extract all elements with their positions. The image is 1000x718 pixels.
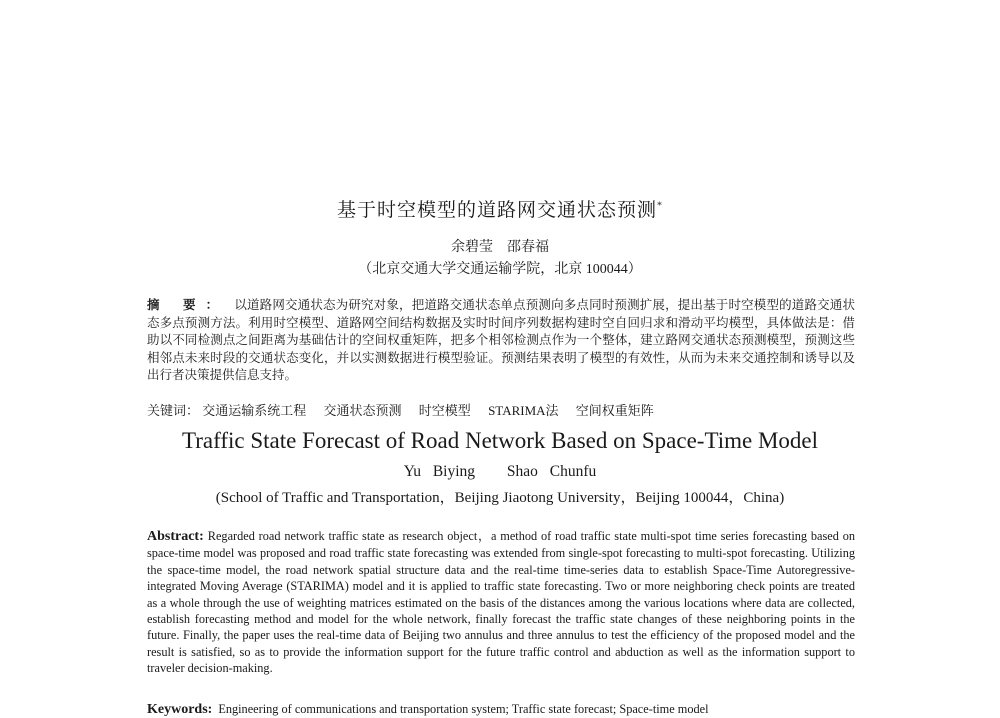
- english-author: Yu Biying: [403, 463, 476, 480]
- chinese-abstract-label: 摘 要：: [147, 298, 229, 312]
- english-abstract-text: Regarded road network traffic state as research object，a method of road traffic state multi-spot time series forecasting based on space-time model was proposed and road traffic state forecasting was extended from single-spot forecasting to multi-spot forecasting. Utilizing the space-time model, the road network spatial structure data and the real-time time-series data to establish Space-Time Autoregressive-integrated Moving Average (STARIMA) model and it is applied to traffic state forecasting. Two or more neighboring check points are treated as a whole through the use of weighting matrices estimated on the basis of the distances among the various locations where data are collected, establish forecasting method and model for the whole network, finally forecast the traffic state changes of these neighboring points in the future. Finally, the paper uses the real-time data of Beijing two annulus and three annulus to test the efficiency of the proposed model and the result is satisfied, so as to provide the information support for the future traffic control and abduction as well as the information support to traveler decision-making.: [147, 529, 855, 676]
- english-keywords-label: Keywords:: [147, 702, 213, 717]
- english-keywords-text: Engineering of communications and transportation system; Traffic state forecast; Space-time model: [218, 702, 709, 716]
- english-authors: [0, 463, 1000, 481]
- chinese-affiliation: （北京交通大学交通运输学院，北京 100044）: [358, 262, 642, 277]
- english-keywords: [147, 701, 855, 718]
- chinese-authors: 余碧莹 邵春福: [451, 240, 549, 255]
- english-abstract-label: Abstract:: [147, 529, 204, 544]
- chinese-title: [0, 195, 1000, 222]
- chinese-keywords-label: 关键词：: [147, 403, 200, 418]
- chinese-keyword: STARIMA法: [488, 403, 559, 418]
- english-author: Shao Chunfu: [506, 463, 597, 480]
- english-title: Traffic State Forecast of Road Network Based on Space-Time Model: [181, 428, 818, 453]
- title-footnote-mark: *: [657, 200, 663, 212]
- chinese-keyword: 交通状态预测: [323, 403, 402, 418]
- chinese-keywords: [147, 400, 855, 419]
- chinese-keyword: 时空模型: [418, 403, 471, 418]
- chinese-abstract: [147, 297, 855, 385]
- chinese-keyword: 交通运输系统工程: [202, 403, 307, 418]
- english-affiliation: (School of Traffic and Transportation，Beijing Jiaotong University，Beijing 100044，China): [215, 490, 785, 506]
- chinese-title-text: 基于时空模型的道路网交通状态预测: [336, 200, 657, 221]
- chinese-abstract-text: 以道路网交通状态为研究对象，把道路交通状态单点预测向多点同时预测扩展，提出基于时空模型的道路交通状态多点预测方法。利用时空模型、道路网空间结构数据及实时时间序列数据构建时空自回归求和滑动平均模型，具体做法是：借助以不同检测点之间距离为基础估计的空间权重矩阵，把多个相邻检测点作为一个整体，建立路网交通状态预测模型，预测这些相邻点未来时段的交通状态变化，并以实测数据进行模型验证。预测结果表明了模型的有效性，从而为未来交通控制和诱导以及出行者决策提供信息支持。: [147, 298, 855, 383]
- chinese-keyword: 空间权重矩阵: [575, 403, 654, 418]
- english-abstract: [147, 528, 855, 677]
